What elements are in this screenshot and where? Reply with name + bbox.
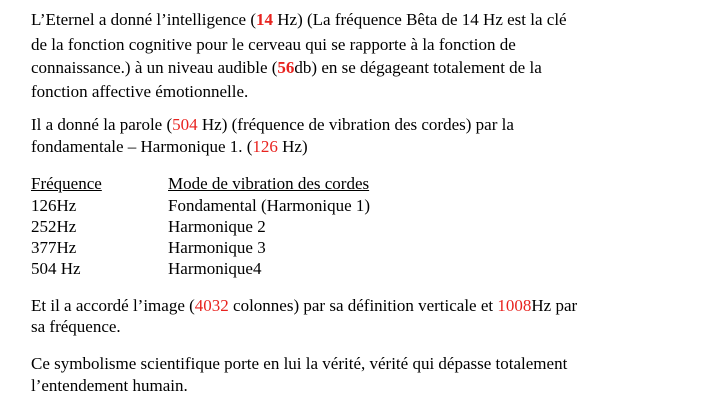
p2-text: fondamentale – Harmonique 1. ( [31, 137, 253, 156]
p2-line-2 [31, 137, 308, 157]
p3-line-1 [31, 296, 577, 316]
table-header-mode: Mode de vibration des cordes [168, 174, 370, 193]
p1-line-1 [31, 10, 567, 30]
p3-text: Et il a accordé l’image ( [31, 296, 195, 315]
p1-line-2: de la fonction cognitive pour le cerveau qui se rapporte à la fonction de [31, 35, 516, 54]
p1-text: L’Eternel a donné l’intelligence ( [31, 10, 257, 29]
p2-text: Hz) [277, 137, 308, 156]
p1-text: db) en se dégageant totalement de la [294, 58, 542, 77]
p4-line-1: Ce symbolisme scientifique porte en lui la vérité, vérité qui dépasse totalement [31, 354, 568, 373]
p3-text: Hz par [531, 296, 578, 315]
table-cell-mode: Harmonique 3 [168, 238, 266, 257]
p1-text: connaissance.) à un niveau audible ( [31, 58, 278, 77]
p1-db-value: 56 [277, 58, 295, 77]
p2-hz-value: 504 [172, 115, 198, 134]
p3-columns-value: 4032 [194, 296, 229, 315]
table-cell-frequency: 126Hz [31, 196, 77, 215]
table-cell-frequency: 504 Hz [31, 259, 81, 278]
p2-text: Il a donné la parole ( [31, 115, 173, 134]
table-cell-frequency: 377Hz [31, 238, 77, 257]
p1-hz-value: 14 [256, 10, 274, 29]
p3-hz-value: 1008 [497, 296, 532, 315]
p3-line-2: sa fréquence. [31, 317, 121, 336]
p4-line-2: l’entendement humain. [31, 376, 188, 395]
p2-text: Hz) (fréquence de vibration des cordes) par la [197, 115, 514, 134]
table-cell-mode: Fondamental (Harmonique 1) [168, 196, 371, 215]
table-cell-mode: Harmonique4 [168, 259, 262, 278]
table-header-frequency: Fréquence [31, 174, 102, 193]
p2-hz-value: 126 [252, 137, 278, 156]
p2-line-1 [31, 115, 514, 135]
p1-line-4: fonction affective émotionnelle. [31, 82, 249, 101]
table-cell-frequency: 252Hz [31, 217, 77, 236]
table-cell-mode: Harmonique 2 [168, 217, 266, 236]
p1-line-3 [31, 58, 542, 78]
p3-text: colonnes) par sa définition verticale et [228, 296, 498, 315]
p1-text: Hz) (La fréquence Bêta de 14 Hz est la clé [273, 10, 567, 29]
